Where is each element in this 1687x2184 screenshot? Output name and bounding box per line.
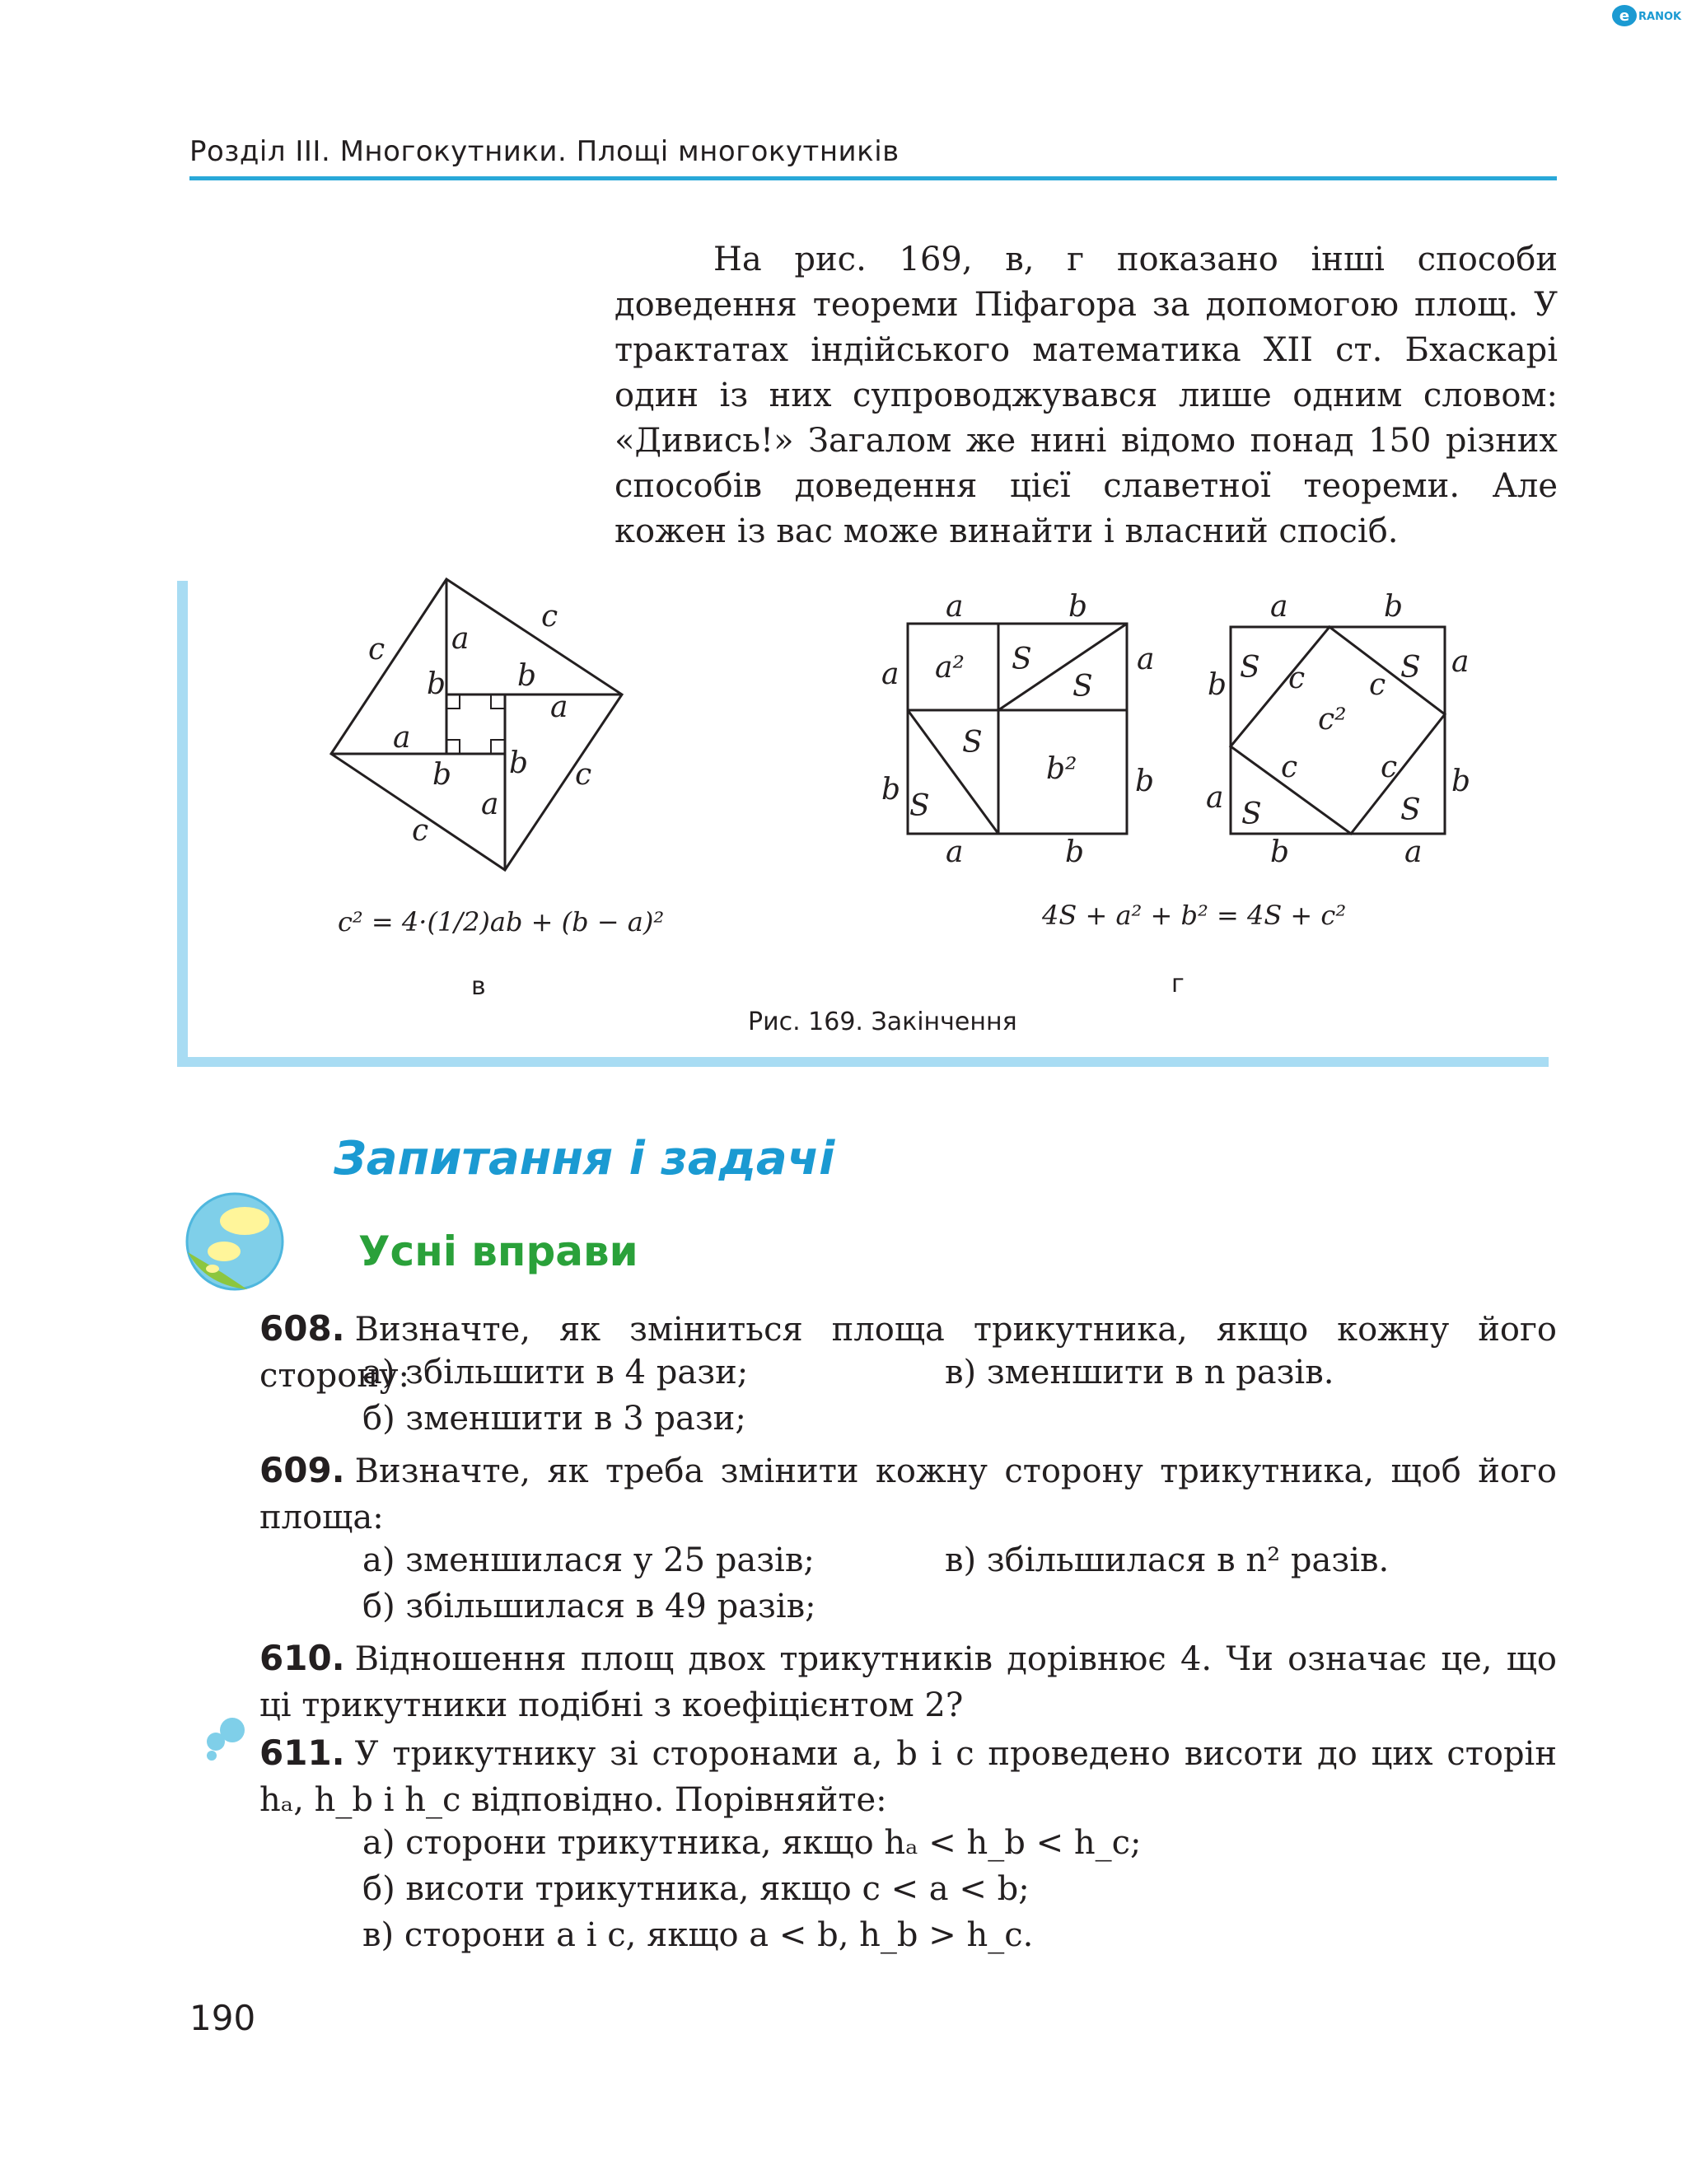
svg-text:e: e [1619,7,1630,25]
label-c: c [1281,751,1298,784]
label-S: S [1240,651,1260,685]
task-611-item-v: в) сторони a і c, якщо a < b, h_b > h_c. [362,1916,1034,1954]
label-c: c [575,758,592,792]
task-number: 608. [259,1308,345,1349]
label-S: S [1072,670,1093,704]
task-number: 609. [259,1450,345,1490]
label-S: S [1400,793,1421,827]
label-b: b [1065,835,1085,869]
label-S: S [909,789,930,823]
label-c: c [1381,751,1398,784]
task-609 [259,1447,1557,1541]
label-a-squared: a² [935,651,965,685]
label-b-squared: b² [1046,752,1077,786]
difficulty-bubbles-icon [207,1718,245,1761]
task-609-item-a: а) зменшилася у 25 разів; [362,1541,815,1579]
label-b: b [1270,835,1290,869]
label-S: S [1012,643,1032,676]
figure-caption: Рис. 169. Закінчення [748,1008,1017,1036]
label-a: a [881,657,900,691]
label-a: a [1137,643,1155,676]
sublabel-v: в [471,972,486,1001]
speech-bubbles-icon [187,1194,283,1289]
label-a: a [550,690,568,724]
label-c-squared: c² [1318,703,1347,737]
label-a: a [393,721,411,755]
label-a: a [481,788,499,821]
running-header: Розділ III. Многокутники. Площі многокутників [189,135,900,168]
label-a: a [946,835,964,869]
page-number: 190 [189,1998,256,2038]
label-a: a [1451,645,1470,679]
label-a: a [1206,781,1224,815]
task-text: Визначте, як зміниться площа трикутника, якщо кожну його сторону: [259,1311,1557,1395]
label-b: b [427,667,446,701]
oral-exercises-title: Усні вправи [358,1228,638,1275]
label-b: b [509,746,529,780]
task-text: У трикутнику зі сторонами a, b і c проведено висоти до цих сторін hₐ, h_b і h_c відповідно. Порівняйте: [259,1735,1557,1819]
label-b: b [1135,765,1155,798]
label-a: a [946,590,964,624]
task-611-item-b: б) висоти трикутника, якщо c < a < b; [362,1870,1030,1908]
formula-g: 4S + a² + b² = 4S + c² [1042,900,1347,931]
task-611-item-a: а) сторони трикутника, якщо hₐ < h_b < h_c; [362,1824,1142,1862]
task-609-item-v: в) збільшилася в n² разів. [945,1541,1390,1579]
label-a: a [1404,835,1423,869]
task-611 [259,1730,1557,1823]
label-c: c [541,600,558,634]
task-610 [259,1635,1557,1728]
label-S: S [1400,651,1421,685]
task-609-item-b: б) збільшилася в 49 разів; [362,1588,816,1625]
sublabel-g: г [1171,970,1185,998]
task-608-item-v: в) зменшити в n разів. [945,1354,1334,1391]
label-c: c [1288,662,1306,695]
task-text: Визначте, як треба змінити кожну сторону трикутника, щоб його площа: [259,1452,1557,1536]
svg-text:RANOK: RANOK [1638,11,1682,23]
label-b: b [881,773,901,807]
section-title: Запитання і задачі [334,1132,835,1186]
label-b: b [517,659,537,693]
label-S: S [962,726,983,760]
task-608-item-b: б) зменшити в 3 рази; [362,1400,746,1438]
label-b: b [1068,590,1088,624]
label-b: b [1451,765,1471,798]
label-b: b [1384,590,1404,624]
label-b: b [1208,668,1227,702]
formula-v: c² = 4·(1/2)ab + (b − a)² [338,906,665,938]
task-text: Відношення площ двох трикутників дорівнює 4. Чи означає це, що ці трикутники подібні з коефіцієнтом 2? [259,1640,1557,1724]
label-c: c [368,633,386,666]
label-c: c [1369,668,1386,702]
label-S: S [1241,797,1262,831]
label-b: b [432,758,452,792]
intro-text: На рис. 169, в, г показано інші способи доведення теореми Піфагора за допомогою площ. У трактатах індійського математика XII ст. Бхаскарі один із них супроводжувався лише одним словом: «Дивись!» Загалом же нині відомо понад 150 різних способів доведення цієї славетної теореми. Але кожен із вас може винайти і власний спосіб. [615,241,1558,550]
task-number: 610. [259,1638,345,1678]
figure-v-diagram [331,579,622,870]
label-c: c [412,814,429,848]
label-a: a [1270,590,1288,624]
figure-v-labels [368,600,591,848]
task-number: 611. [259,1733,345,1773]
label-a: a [451,622,470,656]
task-608-item-a: а) збільшити в 4 рази; [362,1354,749,1391]
